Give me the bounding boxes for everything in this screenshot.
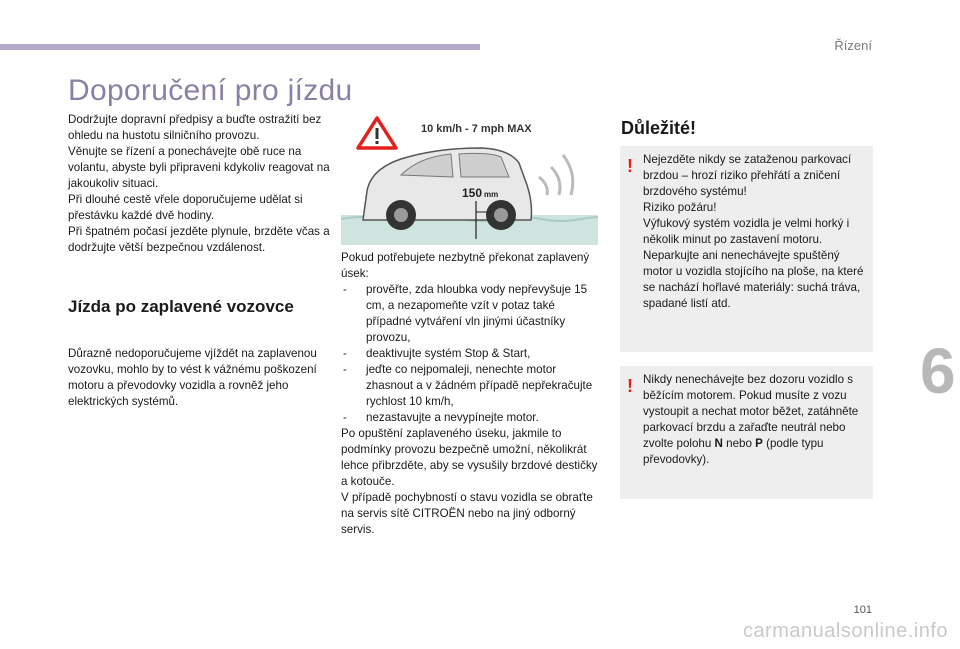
running-engine-note-box: [620, 366, 873, 499]
note-text-part: (podle typu převodovky).: [643, 437, 824, 466]
note-text-part: nebo: [722, 437, 756, 450]
depth-unit: mm: [484, 190, 499, 199]
depth-value: 150: [462, 186, 483, 200]
note-text-part: Nikdy nenechávejte bez dozoru vozidlo s běžícím motorem. Pokud musíte z vozu vystoupit a nechat motor běžet, zatáhněte parkovací brzdu a zařaďte neutrál nebo zvolte polohu: [643, 373, 859, 450]
speed-limit-label: 10 km/h - 7 mph MAX: [421, 123, 532, 135]
flood-lead: Pokud potřebujete nezbytně překonat zaplavený úsek:: [341, 251, 590, 280]
flood-instruction-list: [341, 282, 599, 426]
running-engine-note-text: [643, 372, 867, 468]
page-title: Doporučení pro jízdu: [68, 74, 353, 107]
list-item: - prověřte, zda hloubka vody nepřevyšuje 15 cm, a nezapomeňte vzít v potaz také případné vytváření vln jinými účastníky provozu,: [341, 282, 599, 346]
page-number: 101: [853, 604, 872, 616]
intro-text: Dodržujte dopravní předpisy a buďte ostražití bez ohledu na hustotu silničního provozu. Věnujte se řízení a ponechávejte obě ruce na volantu, abyste byli připraveni kdykoliv reagovat na jakoukoliv situaci. Při dlouhé cestě vřele doporučujeme udělat si přestávku každé dvě hodiny. Při špatném počasí jezděte plynule, brzděte včas a dodržujte větší bezpečnou vzdálenost.: [68, 113, 330, 254]
flood-heading: Jízda po zaplavené vozovce: [68, 297, 294, 316]
chapter-number: 6: [920, 335, 956, 407]
flood-warning-column: [68, 346, 330, 410]
important-note-box: [620, 146, 873, 352]
important-heading: Důležité!: [621, 118, 697, 138]
intro-column: [68, 112, 330, 256]
flood-warning-text: Důrazně nedoporučujeme vjíždět na zaplavenou vozovku, mohlo by to vést k vážnému poškození motoru a převodovky vozidla a rovněž jeho elektrických systémů.: [68, 347, 317, 408]
flood-instructions: [341, 250, 599, 538]
section-title: Řízení: [834, 38, 872, 53]
gear-p-label: P: [755, 437, 763, 450]
chapter-tab: [914, 333, 960, 421]
exclamation-icon: !: [627, 376, 633, 396]
list-item: - deaktivujte systém Stop & Start,: [341, 346, 599, 362]
gear-n-label: N: [714, 437, 723, 450]
exclamation-icon: !: [627, 156, 633, 176]
watermark: carmanualsonline.info: [742, 620, 948, 642]
flood-illustration: [341, 115, 598, 245]
top-accent-bar: [0, 44, 480, 50]
list-item: - jeďte co nejpomaleji, nenechte motor zhasnout a v žádném případě nepřekračujte rychlost 10 km/h,: [341, 362, 599, 410]
list-item: - nezastavujte a nevypínejte motor.: [341, 410, 599, 426]
flood-after-text: Po opuštění zaplaveného úseku, jakmile to podmínky provozu bezpečně umožní, několikrát lehce přibrzděte, aby se vysušily brzdové destičky a kotouče. V případě pochybností o stavu vozidla se obraťte na servis sítě CITROËN nebo na jiný odborný servis.: [341, 427, 598, 536]
important-note-text: Nejezděte nikdy se zataženou parkovací brzdou – hrozí riziko přehřátí a zničení brzdového systému! Riziko požáru! Výfukový systém vozidla je velmi horký i několik minut po zastavení motoru. Neparkujte ani nenechávejte spuštěný motor u vozidla stojícího na ploše, na které se nachází hořlavé materiály: suchá tráva, spadané listí atd.: [643, 153, 864, 310]
